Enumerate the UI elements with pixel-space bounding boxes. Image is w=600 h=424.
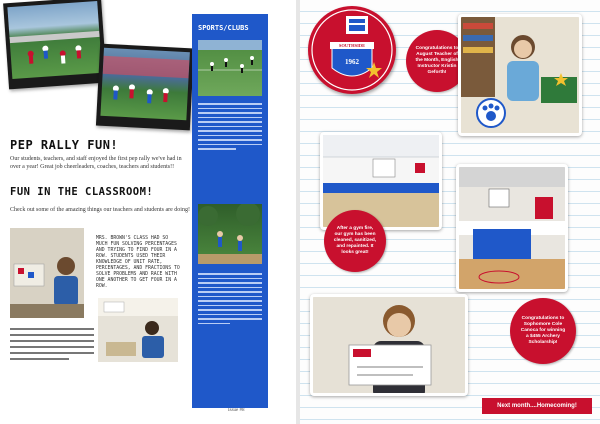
sidebar-text-2-lines xyxy=(198,270,262,327)
classroom-photo-1 xyxy=(10,228,84,318)
pep-rally-photo-2 xyxy=(96,44,194,131)
scholarship-caption-circle xyxy=(510,298,576,364)
sidebar-photo-1 xyxy=(198,40,262,96)
next-month-banner xyxy=(482,398,592,414)
next-month-text: Next month....Homecoming! xyxy=(497,403,577,409)
crowd-photo xyxy=(100,48,189,120)
classroom-photo-2 xyxy=(98,298,178,362)
pep-rally-photo-1 xyxy=(3,0,107,89)
field-photo xyxy=(7,1,102,79)
sports-clubs-sidebar xyxy=(192,14,268,408)
teacher-caption: Congratulations to August Teacher of the Month, English Instructor Kristin Geforth! xyxy=(415,46,459,75)
pep-rally-heading: PEP RALLY FUN! xyxy=(10,138,119,152)
classroom-caption-lines xyxy=(10,324,94,382)
classroom-heading: FUN IN THE CLASSROOM! xyxy=(10,186,154,198)
scholarship-photo xyxy=(310,294,468,396)
badge-year: 1962 xyxy=(345,58,359,66)
page-number: Issue #8 xyxy=(228,408,245,413)
sidebar-title: SPORTS/CLUBS xyxy=(198,24,249,32)
right-page xyxy=(300,0,600,424)
brown-class-caption: MRS. BROWN'S CLASS HAD SO MUCH FUN SOLVING PERCENTAGES AND TRYING TO FIND FOUR IN A ROW. STUDENTS USED THEIR KNOWLEDGE OF UNIT RATE, PERCENTAGES, AND FRACTIONS TO SOLVE PROBLEMS AND RACE WITH ONE ANOTHER TO GET FOUR IN A ROW. xyxy=(96,236,180,289)
gym-caption: After a gym fire, our gym has been cleaned, sanitized, and repainted. It looks great! xyxy=(333,226,377,255)
badge-name: SOUTHSIDE xyxy=(338,43,366,48)
left-page xyxy=(0,0,296,424)
classroom-text: Check out some of the amazing things our teachers and students are doing! xyxy=(10,207,190,213)
sidebar-text-1-lines xyxy=(198,100,262,153)
school-badge xyxy=(308,6,396,94)
teacher-photo xyxy=(458,14,582,136)
scholarship-caption: Congratulations to Sophomore Cole Canoca for winning a $455 Archery Scholarship! xyxy=(520,316,566,345)
gym-photo-2 xyxy=(456,164,568,292)
pep-rally-text: Our students, teachers, and staff enjoyed the first pep rally we've had in over a year! Great job cheerleaders, coaches, teachers and students!! xyxy=(10,156,182,170)
sidebar-photo-2 xyxy=(198,204,262,264)
gym-caption-circle xyxy=(324,210,386,272)
